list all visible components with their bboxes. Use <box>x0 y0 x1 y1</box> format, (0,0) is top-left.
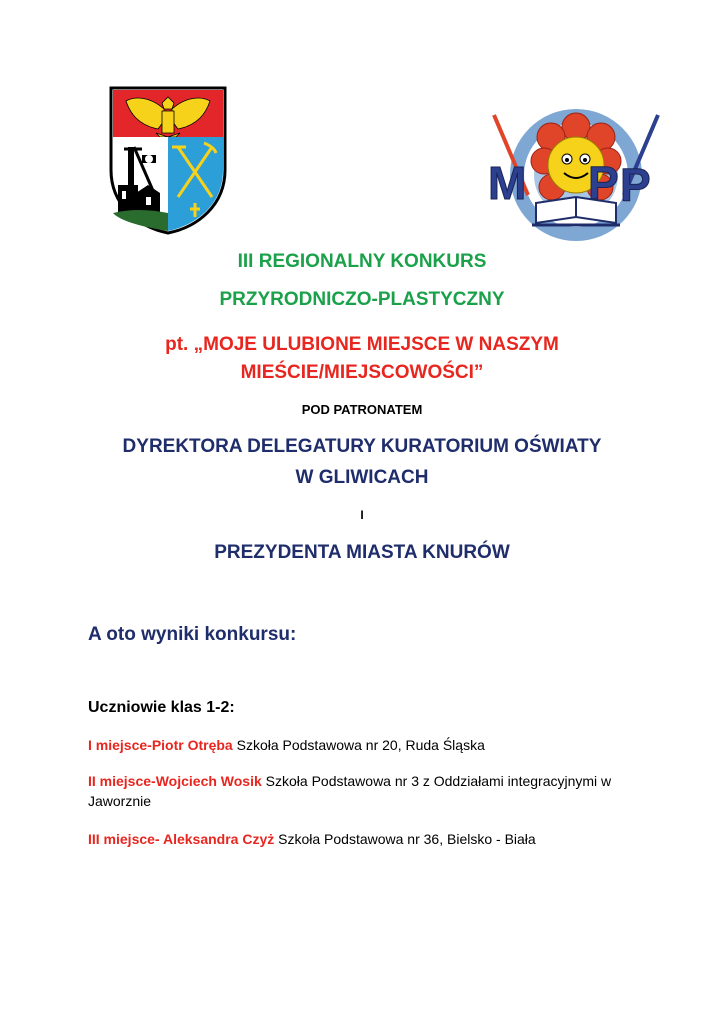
winner-name: I miejsce-Piotr Otręba <box>88 737 233 753</box>
winner-name: II miejsce-Wojciech Wosik <box>88 773 262 789</box>
winner-name: III miejsce- Aleksandra Czyż <box>88 831 275 847</box>
svg-text:P: P <box>588 157 619 209</box>
svg-text:M: M <box>488 157 527 209</box>
class-heading: Uczniowie klas 1-2: <box>88 699 235 716</box>
patron-line3: PREZYDENTA MIASTA KNURÓW <box>214 542 510 563</box>
winner-school: Szkoła Podstawowa nr 3 z Oddziałami integracyjnymi w Jaworznie <box>88 773 612 809</box>
patron-line2: W GLIWICACH <box>295 467 429 488</box>
patron-line1: DYREKTORA DELEGATURY KURATORIUM OŚWIATY <box>122 436 602 457</box>
contest-title-line1: III REGIONALNY KONKURS <box>237 251 487 272</box>
winner-school: Szkoła Podstawowa nr 36, Bielsko - Biała <box>274 831 536 847</box>
mopp-logo <box>488 103 663 253</box>
winner-third <box>88 829 648 849</box>
contest-title-line2: PRZYRODNICZO-PLASTYCZNY <box>219 289 505 310</box>
patronage-label: POD PATRONATEM <box>301 402 423 417</box>
winner-school: Szkoła Podstawowa nr 20, Ruda Śląska <box>232 737 485 753</box>
patron-conjunction: I <box>360 508 364 522</box>
contest-theme-line1: pt. „MOJE ULUBIONE MIEJSCE W NASZYM <box>165 334 559 355</box>
svg-text:P: P <box>620 159 651 211</box>
coat-of-arms-logo <box>108 85 228 235</box>
contest-theme-line2: MIEŚCIE/MIEJSCOWOŚCI” <box>240 362 484 383</box>
winner-second <box>88 771 648 811</box>
results-heading: A oto wyniki konkursu: <box>88 624 297 645</box>
winner-first <box>88 735 648 755</box>
